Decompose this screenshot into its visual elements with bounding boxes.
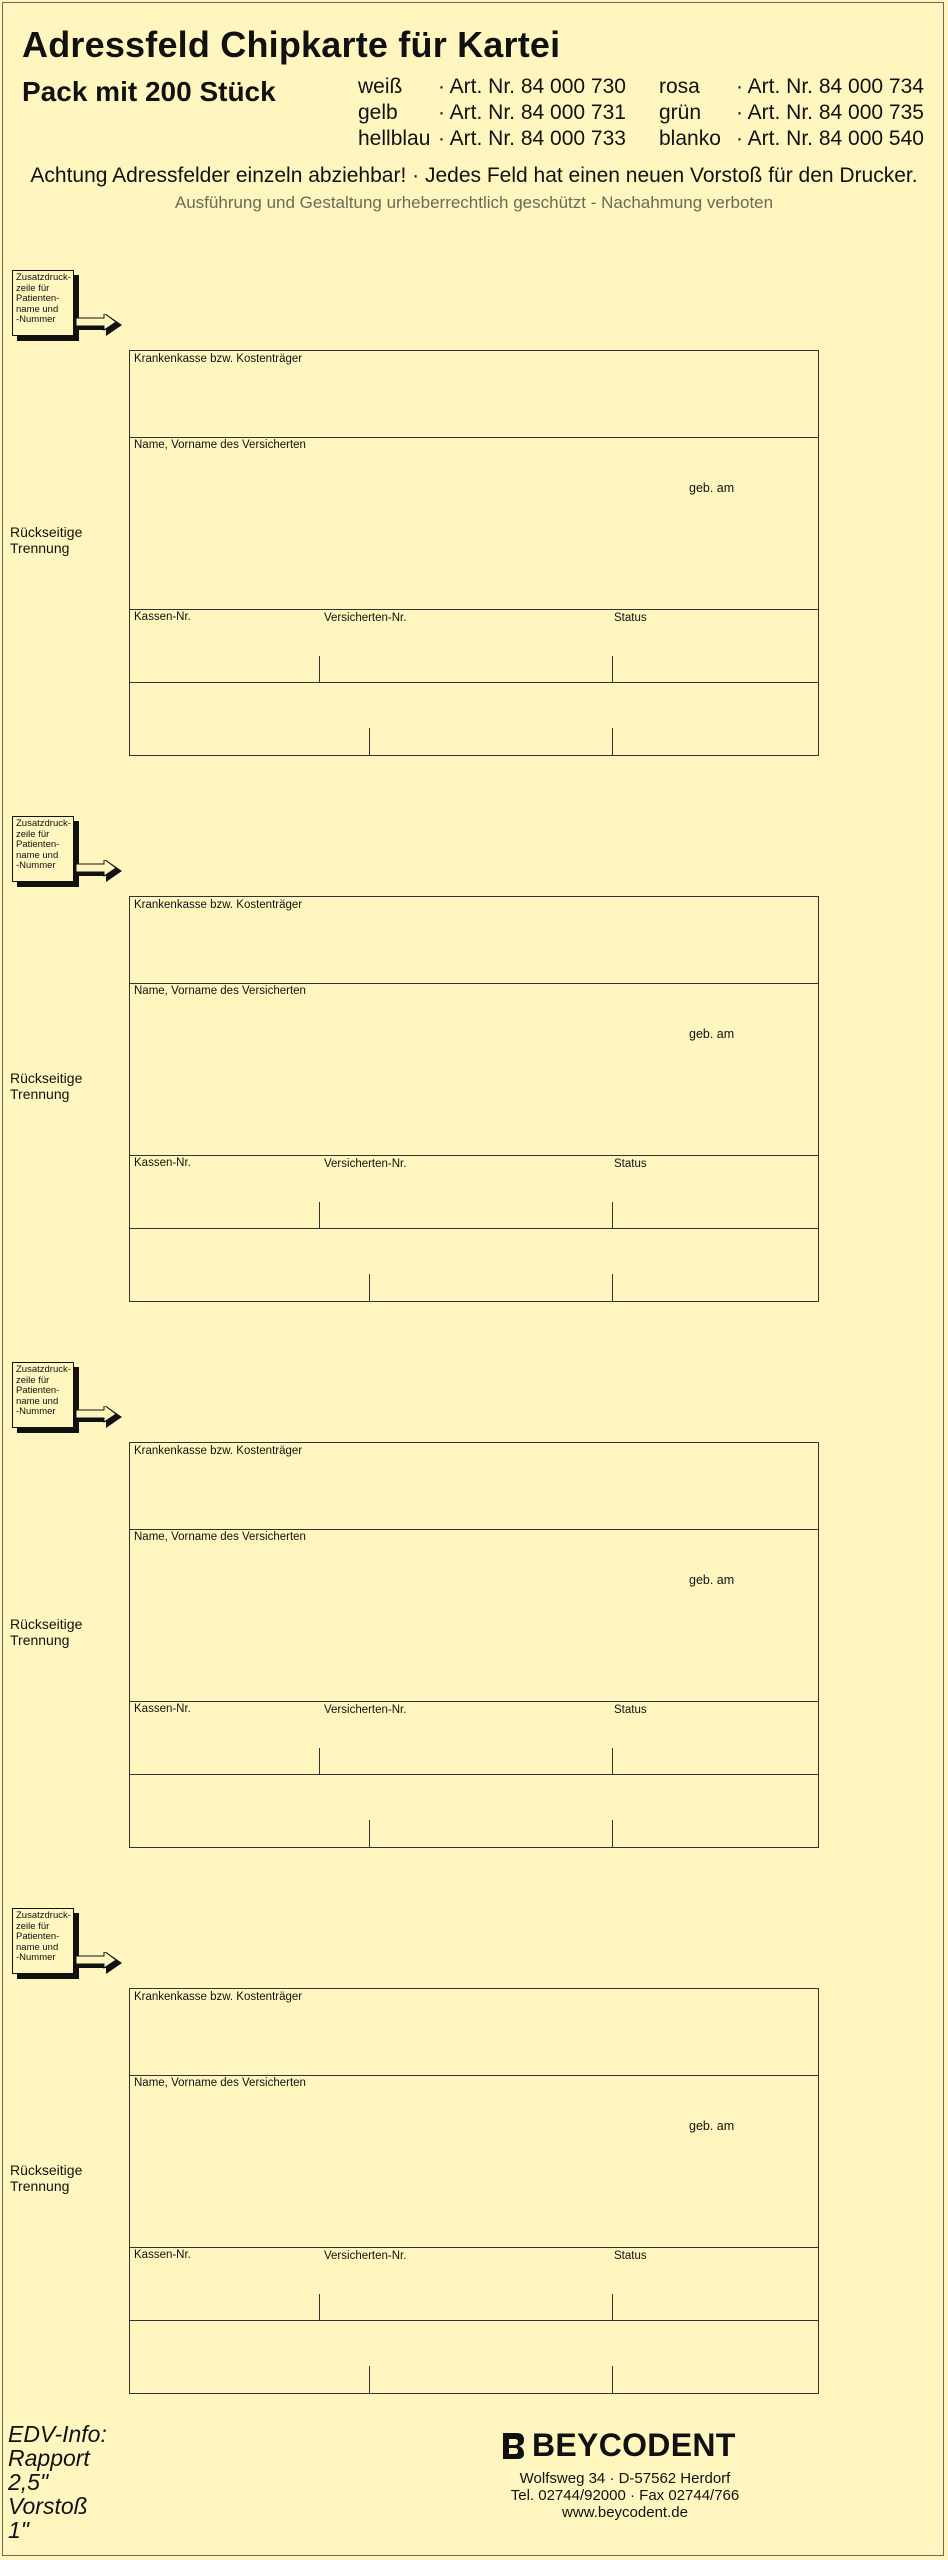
tag-line: Zusatzdruck- [16,272,71,283]
rear-separation-line: Trennung [10,1086,70,1102]
tick-mark [612,1202,613,1228]
label-insurance-number: Kassen-Nr. [134,1157,191,1169]
tag-line: -Nummer [16,314,56,325]
additional-print-line-tag [10,1906,80,1978]
rear-separation-line: Trennung [10,2178,70,2194]
arrow-right-icon [76,314,124,336]
label-insurance-number: Kassen-Nr. [134,1703,191,1715]
label-insured-name: Name, Vorname des Versicherten [134,439,306,451]
tag-line: Patienten- [16,839,60,850]
article-number: · Art. Nr. 84 000 733 [438,127,626,150]
label-insured-number: Versicherten-Nr. [324,2250,407,2262]
address-card [0,268,948,813]
rear-separation-label [10,2162,82,2194]
row-divider [130,2320,818,2321]
additional-print-line-tag [10,268,80,340]
row-divider [130,1774,818,1775]
tag-line: Patienten- [16,293,60,304]
tag-line: zeile für [16,828,50,840]
row-divider [130,1529,818,1530]
tag-box [12,1908,74,1974]
label-birth-date: geb. am [689,2119,735,2133]
tick-mark [369,1274,370,1302]
address-form [129,1988,819,2394]
article-number-table [356,74,946,152]
label-health-insurance: Krankenkasse bzw. Kostenträger [134,1445,303,1457]
pack-size: Pack mit 200 Stück [22,76,276,107]
row-divider [130,1155,818,1156]
label-insured-number: Versicherten-Nr. [324,612,407,624]
tag-line: zeile für [16,1920,50,1932]
tag-line: Patienten- [16,1931,60,1942]
tick-mark [612,1274,613,1302]
label-insured-name: Name, Vorname des Versicherten [134,2077,306,2089]
rear-separation-label [10,1070,82,1102]
tag-line: name und [16,1395,59,1407]
tag-line: Zusatzdruck- [16,1364,71,1375]
label-status: Status [614,2250,647,2262]
row-divider [130,1228,818,1229]
label-status: Status [614,612,647,624]
edv-line: Vorstoß [8,2493,88,2519]
tag-box [12,1362,74,1428]
label-health-insurance: Krankenkasse bzw. Kostenträger [134,899,303,911]
tag-line: Zusatzdruck- [16,1910,71,1921]
tick-mark [369,2366,370,2394]
tick-mark [612,2366,613,2394]
label-birth-date: geb. am [689,1027,735,1041]
tag-box [12,816,74,882]
address-form [129,1442,819,1848]
tag-line: -Nummer [16,1952,56,1963]
article-number: · Art. Nr. 84 000 735 [736,101,924,124]
label-insured-name: Name, Vorname des Versicherten [134,1531,306,1543]
tag-line: zeile für [16,282,50,294]
warning-text: Achtung Adressfelder einzeln abziehbar! · Jedes Feld hat einen neuen Vorstoß für den Drucker. [30,164,918,187]
article-color: rosa [659,75,700,98]
edv-line: Rapport [8,2445,90,2471]
tag-line: name und [16,849,59,861]
tag-line: zeile für [16,1374,50,1386]
tick-mark [319,2294,320,2320]
article-number: · Art. Nr. 84 000 730 [438,75,626,98]
company-block [500,2427,760,2521]
brand-name: BEYCODENT [532,2427,736,2463]
address-form [129,896,819,1302]
edv-line: 2,5" [8,2469,49,2495]
company-address [500,2470,750,2521]
edv-info [8,2422,107,2542]
beycodent-logo-icon [500,2431,526,2461]
row-divider [130,983,818,984]
address-line: Wolfsweg 34 · D-57562 Herdorf [519,2470,731,2487]
label-insurance-number: Kassen-Nr. [134,2249,191,2261]
article-row [356,126,946,152]
tick-mark [319,1748,320,1774]
page-title: Adressfeld Chipkarte für Kartei [22,24,561,65]
article-color: grün [659,101,702,124]
label-status: Status [614,1158,647,1170]
tick-mark [369,728,370,756]
tag-line: -Nummer [16,860,56,871]
rear-separation-label [10,524,82,556]
article-number: · Art. Nr. 84 000 540 [736,127,924,150]
tick-mark [612,1820,613,1848]
label-insurance-number: Kassen-Nr. [134,611,191,623]
tick-mark [612,2294,613,2320]
article-number: · Art. Nr. 84 000 731 [438,101,626,124]
row-divider [130,1701,818,1702]
article-row [356,74,946,100]
row-divider [130,682,818,683]
row-divider [130,2247,818,2248]
tag-line: Patienten- [16,1385,60,1396]
article-color: blanko [659,127,721,150]
label-insured-number: Versicherten-Nr. [324,1704,407,1716]
label-health-insurance: Krankenkasse bzw. Kostenträger [134,1991,303,2003]
label-insured-number: Versicherten-Nr. [324,1158,407,1170]
edv-line: EDV-Info: [8,2421,107,2447]
tag-line: -Nummer [16,1406,56,1417]
arrow-right-icon [76,1952,124,1974]
tick-mark [319,656,320,682]
edv-line: 1" [8,2517,29,2543]
tag-box [12,270,74,336]
tick-mark [612,1748,613,1774]
tag-line: name und [16,303,59,315]
address-card [0,1360,948,1905]
phone-line: Tel. 02744/92000 · Fax 02744/766 [510,2487,740,2504]
additional-print-line-tag [10,1360,80,1432]
additional-print-line-tag [10,814,80,886]
rear-separation-label [10,1616,82,1648]
label-health-insurance: Krankenkasse bzw. Kostenträger [134,353,303,365]
row-divider [130,2075,818,2076]
tag-line: name und [16,1941,59,1953]
article-color: gelb [358,101,398,124]
label-insured-name: Name, Vorname des Versicherten [134,985,306,997]
rear-separation-line: Rückseitige [10,1070,83,1086]
arrow-right-icon [76,1406,124,1428]
rear-separation-line: Rückseitige [10,1616,83,1632]
article-color: weiß [358,75,403,98]
tag-line: Zusatzdruck- [16,818,71,829]
tick-mark [319,1202,320,1228]
article-color: hellblau [358,127,431,150]
label-birth-date: geb. am [689,481,735,495]
label-status: Status [614,1704,647,1716]
label-birth-date: geb. am [689,1573,735,1587]
rear-separation-line: Rückseitige [10,2162,83,2178]
article-row [356,100,946,126]
row-divider [130,609,818,610]
company-logo [500,2427,760,2464]
tick-mark [612,656,613,682]
rear-separation-line: Trennung [10,540,70,556]
address-form [129,350,819,756]
address-card [0,1906,948,2451]
tick-mark [369,1820,370,1848]
website-line: www.beycodent.de [562,2504,688,2521]
address-card [0,814,948,1359]
copyright-notice: Ausführung und Gestaltung urheberrechtlich geschützt - Nachahmung verboten [174,193,774,212]
article-number: · Art. Nr. 84 000 734 [736,75,924,98]
row-divider [130,437,818,438]
rear-separation-line: Trennung [10,1632,70,1648]
tick-mark [612,728,613,756]
arrow-right-icon [76,860,124,882]
rear-separation-line: Rückseitige [10,524,83,540]
